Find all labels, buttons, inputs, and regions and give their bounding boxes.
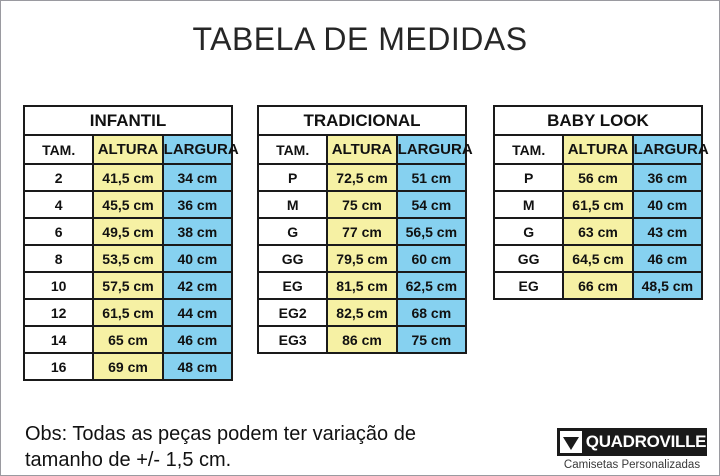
table-row	[258, 326, 466, 353]
size-cell: 2	[24, 164, 93, 191]
altura-cell: 65 cm	[93, 326, 162, 353]
largura-cell: 44 cm	[163, 299, 232, 326]
table-baby-look	[493, 105, 709, 300]
column-header-row	[494, 135, 702, 164]
table-row	[494, 191, 702, 218]
largura-cell: 38 cm	[163, 218, 232, 245]
altura-cell: 86 cm	[327, 326, 396, 353]
largura-cell: 51 cm	[397, 164, 466, 191]
table-row	[258, 299, 466, 326]
column-header-row	[258, 135, 466, 164]
size-cell: G	[494, 218, 563, 245]
altura-cell: 75 cm	[327, 191, 396, 218]
altura-cell: 77 cm	[327, 218, 396, 245]
largura-cell: 56,5 cm	[397, 218, 466, 245]
variation-note-line1: Obs: Todas as peças podem ter variação de	[25, 423, 416, 445]
altura-cell: 61,5 cm	[93, 299, 162, 326]
size-cell: EG3	[258, 326, 327, 353]
altura-cell: 72,5 cm	[327, 164, 396, 191]
column-header-largura: LARGURA	[397, 135, 466, 164]
size-cell: 14	[24, 326, 93, 353]
size-cell: M	[258, 191, 327, 218]
largura-cell: 48 cm	[163, 353, 232, 380]
column-header-largura: LARGURA	[163, 135, 232, 164]
altura-cell: 57,5 cm	[93, 272, 162, 299]
table-infantil	[23, 105, 239, 381]
largura-cell: 34 cm	[163, 164, 232, 191]
size-cell: P	[494, 164, 563, 191]
brand-name: QUADROVILLE	[585, 428, 707, 456]
table-row	[258, 272, 466, 299]
brand-logo	[557, 428, 707, 471]
altura-cell: 41,5 cm	[93, 164, 162, 191]
largura-cell: 36 cm	[633, 164, 702, 191]
table-row	[24, 218, 232, 245]
size-cell: 12	[24, 299, 93, 326]
column-header-altura: ALTURA	[327, 135, 396, 164]
table-title-row	[24, 106, 232, 135]
table-row	[494, 245, 702, 272]
variation-note	[25, 421, 445, 473]
largura-cell: 40 cm	[633, 191, 702, 218]
largura-cell: 43 cm	[633, 218, 702, 245]
table-row	[258, 191, 466, 218]
size-cell: 6	[24, 218, 93, 245]
table-row	[24, 191, 232, 218]
page-title: TABELA DE MEDIDAS	[192, 21, 528, 57]
table-title: INFANTIL	[24, 106, 232, 135]
size-cell: EG2	[258, 299, 327, 326]
table-row	[24, 245, 232, 272]
altura-cell: 53,5 cm	[93, 245, 162, 272]
size-cell: M	[494, 191, 563, 218]
size-cell: GG	[494, 245, 563, 272]
size-cell: P	[258, 164, 327, 191]
table-row	[24, 326, 232, 353]
largura-cell: 54 cm	[397, 191, 466, 218]
size-cell: G	[258, 218, 327, 245]
size-cell: 10	[24, 272, 93, 299]
altura-cell: 82,5 cm	[327, 299, 396, 326]
size-cell: 16	[24, 353, 93, 380]
column-header-row	[24, 135, 232, 164]
altura-cell: 64,5 cm	[563, 245, 632, 272]
table-row	[494, 272, 702, 299]
largura-cell: 36 cm	[163, 191, 232, 218]
table-row	[24, 164, 232, 191]
table-row	[494, 218, 702, 245]
largura-cell: 68 cm	[397, 299, 466, 326]
column-header-altura: ALTURA	[563, 135, 632, 164]
column-header-tam: TAM.	[24, 135, 93, 164]
size-cell: EG	[494, 272, 563, 299]
largura-cell: 40 cm	[163, 245, 232, 272]
table-title: BABY LOOK	[494, 106, 702, 135]
altura-cell: 45,5 cm	[93, 191, 162, 218]
table-row	[258, 218, 466, 245]
table-row	[24, 272, 232, 299]
size-cell: EG	[258, 272, 327, 299]
altura-cell: 69 cm	[93, 353, 162, 380]
size-cell: 4	[24, 191, 93, 218]
largura-cell: 75 cm	[397, 326, 466, 353]
table-row	[24, 353, 232, 380]
brand-tagline: Camisetas Personalizadas	[563, 459, 701, 471]
column-header-tam: TAM.	[494, 135, 563, 164]
largura-cell: 46 cm	[163, 326, 232, 353]
column-header-tam: TAM.	[258, 135, 327, 164]
altura-cell: 66 cm	[563, 272, 632, 299]
table-title-row	[494, 106, 702, 135]
largura-cell: 62,5 cm	[397, 272, 466, 299]
altura-cell: 79,5 cm	[327, 245, 396, 272]
altura-cell: 81,5 cm	[327, 272, 396, 299]
table-row	[494, 164, 702, 191]
table-row	[258, 245, 466, 272]
largura-cell: 60 cm	[397, 245, 466, 272]
altura-cell: 56 cm	[563, 164, 632, 191]
altura-cell: 49,5 cm	[93, 218, 162, 245]
triangle-down-icon	[557, 428, 585, 456]
largura-cell: 48,5 cm	[633, 272, 702, 299]
size-cell: 8	[24, 245, 93, 272]
table-row	[258, 164, 466, 191]
column-header-largura: LARGURA	[633, 135, 702, 164]
table-tradicional	[257, 105, 473, 354]
logo-row	[557, 428, 707, 456]
largura-cell: 46 cm	[633, 245, 702, 272]
table-title: TRADICIONAL	[258, 106, 466, 135]
column-header-altura: ALTURA	[93, 135, 162, 164]
table-title-row	[258, 106, 466, 135]
size-cell: GG	[258, 245, 327, 272]
altura-cell: 61,5 cm	[563, 191, 632, 218]
table-row	[24, 299, 232, 326]
altura-cell: 63 cm	[563, 218, 632, 245]
variation-note-line2: tamanho de +/- 1,5 cm.	[25, 449, 232, 471]
largura-cell: 42 cm	[163, 272, 232, 299]
